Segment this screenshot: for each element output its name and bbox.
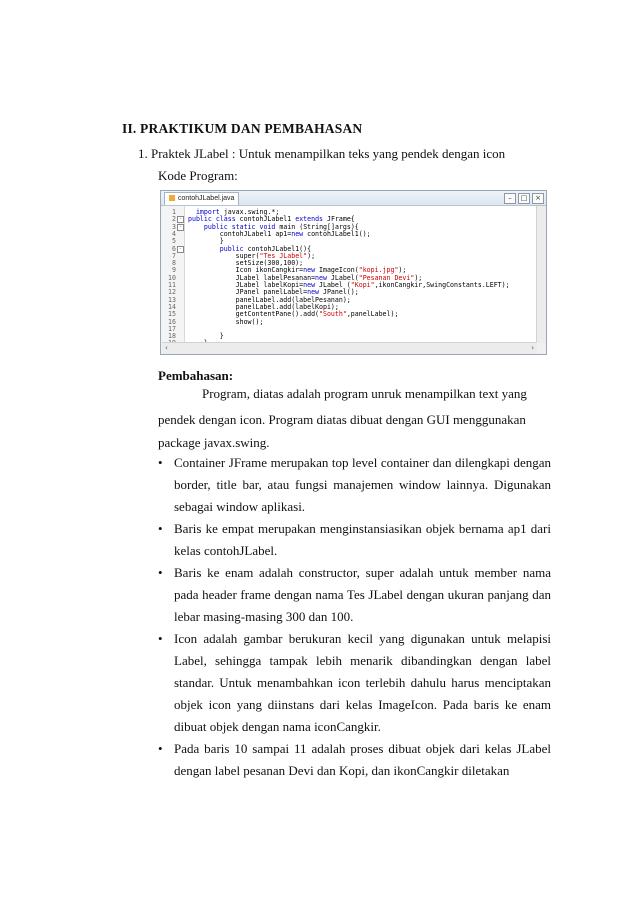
line-number: 11 [168,281,176,289]
line-number: 13 [168,295,176,304]
code-line: JLabel labelKopi=new JLabel ("Kopi",ikonCangkir,SwingConstants.LEFT); [188,281,510,289]
line-number: 7 [172,251,176,260]
close-icon[interactable]: × [532,193,544,204]
scroll-right-icon[interactable]: › [531,344,534,352]
bullet-item: • Baris ke enam adalah constructor, super adalah untuk member nama pada header frame dengan nama Tes JLabel dengan ukuran panjang dan lebar masing-masing 300 dan 100. [158,562,551,628]
kode-program-label: Kode Program: [158,168,238,183]
code-line: setSize(300,100); [188,259,304,268]
fold-toggle-icon[interactable]: - [177,224,184,231]
line-number: 1 [172,208,176,216]
vertical-scrollbar[interactable] [536,206,546,343]
code-line: super("Tes JLabel"); [188,251,316,260]
line-number: 8 [172,259,176,268]
section-heading: II. PRAKTIKUM DAN PEMBAHASAN [122,121,363,136]
code-line: JLabel labelPesanan=new JLabel("Pesanan Devi"); [188,273,423,282]
line-number: 4 [172,229,176,238]
line-number: 9 [172,266,176,275]
line-number: 12 [168,288,176,297]
code-line: } [188,332,224,341]
line-number: 6 [172,244,176,253]
code-line: import javax.swing.*; [195,208,280,216]
editor-tab[interactable] [164,192,239,205]
editor-tab-label: contohJLabel.java [178,195,235,202]
pembahasan-heading: Pembahasan: [158,368,234,383]
line-number: 3 [172,222,176,231]
code-line: getContentPane().add("South",panelLabel); [188,310,399,319]
line-number: 15 [168,310,176,319]
bullet-list [158,452,551,782]
code-editor-window [160,190,547,355]
line-number: 2 [172,215,176,224]
bullet-item: • Container JFrame merupakan top level container dan dilengkapi dengan border, title bar, atau fungsi manajemen window lainnya. Digunakan sebagai window aplikasi. [158,452,551,518]
code-line: public contohJLabel1(){ [219,244,312,253]
line-number: 18 [168,332,176,341]
code-area[interactable] [162,206,537,343]
line-number: 5 [172,237,176,246]
line-number: 14 [168,302,176,311]
code-line: public class contohJLabel1 extends JFrame{ [188,215,355,224]
java-file-icon [169,195,175,201]
code-line: contohJLabel1 ap1=new contohJLabel1(); [188,229,371,238]
intro-line-2: pendek dengan icon. Program diatas dibuat dengan GUI menggunakan [158,412,526,427]
fold-toggle-icon[interactable]: - [177,246,184,253]
intro-line-1: Program, diatas adalah program unruk menampilkan text yang [202,386,527,401]
line-number: 10 [168,273,176,282]
line-number: 16 [168,317,176,326]
minimize-icon[interactable]: – [504,193,516,204]
scroll-left-icon[interactable]: ‹ [165,344,168,352]
maximize-icon[interactable]: □ [518,193,530,204]
code-line: panelLabel.add(labelKopi); [188,302,339,311]
code-line: JPanel panelLabel=new JPanel(); [188,288,359,297]
code-line: public static void main (String[]args){ [203,222,359,231]
editor-title-bar [161,191,546,206]
code-line: show(); [188,317,264,326]
bullet-item: • Icon adalah gambar berukuran kecil yang digunakan untuk melapisi Label, sehingga tampak lebih menarik dibandingkan dengan label standar. Untuk menambahkan icon terlebih dahulu harus menciptakan objek icon yang diinstans dari kelas ImageIcon. Pada baris ke enam dibuat objek dengan nama iconCangkir. [158,628,551,738]
fold-toggle-icon[interactable]: - [177,216,184,223]
code-line: panelLabel.add(labelPesanan); [188,295,351,304]
code-line: Icon ikonCangkir=new ImageIcon("kopi.jpg"); [188,266,407,275]
line-number: 17 [168,324,176,333]
bullet-item: • Pada baris 10 sampai 11 adalah proses dibuat objek dari kelas JLabel dengan label pesanan Devi dan Kopi, dan ikonCangkir diletakan [158,738,551,782]
code-line: } [188,237,224,246]
intro-line-3: package javax.swing. [158,435,270,450]
bullet-item: • Baris ke empat merupakan menginstansiasikan objek bernama ap1 dari kelas contohJLabel. [158,518,551,562]
horizontal-scrollbar[interactable] [162,342,537,354]
item-title: 1. Praktek JLabel : Untuk menampilkan teks yang pendek dengan icon [138,146,506,161]
